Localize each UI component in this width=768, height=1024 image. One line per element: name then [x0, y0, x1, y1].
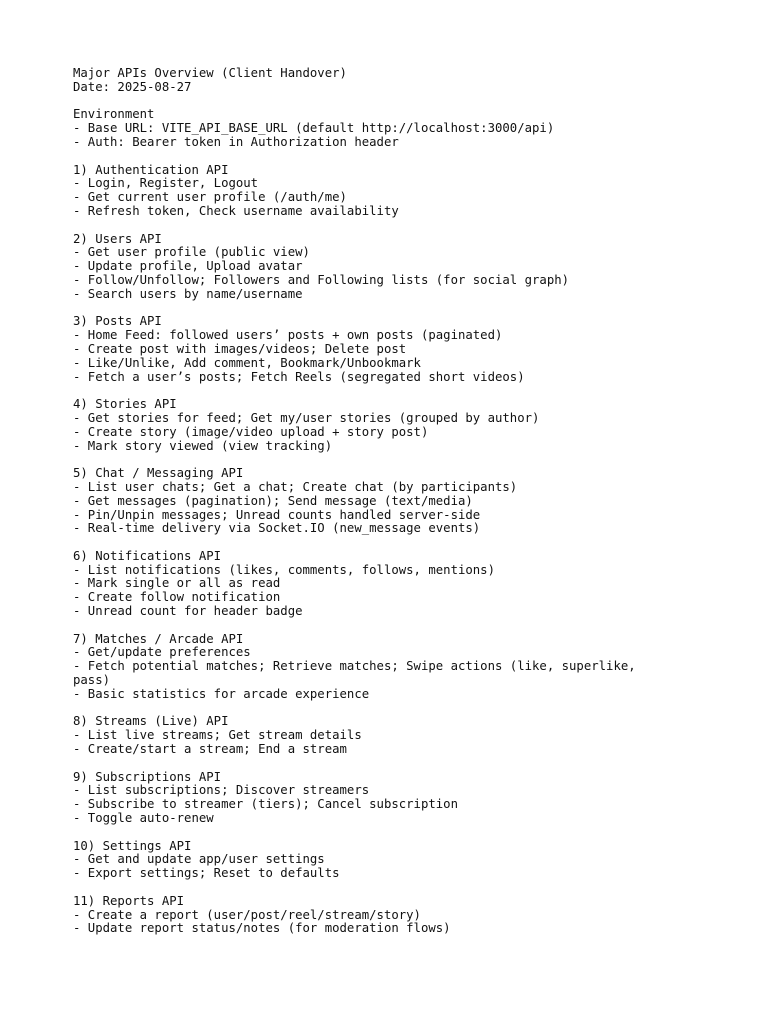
list-item: - Search users by name/username [73, 286, 303, 301]
section-heading: 5) Chat / Messaging API [73, 466, 244, 481]
list-item: - List user chats; Get a chat; Create chat (by participants) [73, 479, 518, 494]
list-item: - Home Feed: followed users’ posts + own posts (paginated) [73, 328, 503, 343]
api-section [73, 550, 753, 619]
api-section [73, 467, 753, 536]
environment-section [73, 108, 753, 149]
section-heading: 9) Subscriptions API [73, 769, 222, 784]
list-item: - Auth: Bearer token in Authorization header [73, 134, 399, 149]
spacer [73, 453, 753, 467]
section-heading: 1) Authentication API [73, 162, 229, 177]
section-heading: 6) Notifications API [73, 548, 222, 563]
spacer [73, 302, 753, 316]
section-heading: 3) Posts API [73, 314, 162, 329]
list-item: - Toggle auto-renew [73, 811, 214, 826]
list-item: - Mark story viewed (view tracking) [73, 438, 333, 453]
list-item: - Create a report (user/post/reel/stream/story) [73, 907, 421, 922]
list-item: - Subscribe to streamer (tiers); Cancel subscription [73, 797, 458, 812]
list-item: - Get stories for feed; Get my/user stories (grouped by author) [73, 410, 540, 425]
section-heading: 2) Users API [73, 231, 162, 246]
list-item: - Refresh token, Check username availability [73, 203, 399, 218]
list-item: - Base URL: VITE_API_BASE_URL (default http://localhost:3000/api) [73, 121, 555, 136]
spacer [73, 826, 753, 840]
list-item: - List live streams; Get stream details [73, 728, 362, 743]
api-section [73, 771, 753, 826]
api-section [73, 715, 753, 756]
list-item: - Follow/Unfollow; Followers and Following lists (for social graph) [73, 272, 570, 287]
list-item: - Pin/Unpin messages; Unread counts handled server-side [73, 507, 481, 522]
list-item: - Fetch potential matches; Retrieve matches; Swipe actions (like, superlike, pass) [73, 659, 636, 688]
spacer [73, 536, 753, 550]
list-item: - Like/Unlike, Add comment, Bookmark/Unbookmark [73, 355, 421, 370]
api-section [73, 398, 753, 453]
list-item: - Create/start a stream; End a stream [73, 742, 347, 757]
api-section [73, 895, 753, 936]
document-date: Date: 2025-08-27 [73, 79, 192, 94]
api-section [73, 315, 753, 384]
list-item: - Get messages (pagination); Send message (text/media) [73, 493, 473, 508]
api-section [73, 840, 753, 881]
api-section [73, 633, 753, 702]
document-page [73, 67, 753, 936]
section-heading: 10) Settings API [73, 838, 192, 853]
list-item: - Create story (image/video upload + story post) [73, 424, 429, 439]
list-item: - Basic statistics for arcade experience [73, 686, 370, 701]
list-item: - List subscriptions; Discover streamers [73, 783, 370, 798]
section-heading: 8) Streams (Live) API [73, 714, 229, 729]
list-item: - Unread count for header badge [73, 604, 303, 619]
api-section [73, 164, 753, 219]
section-heading: 11) Reports API [73, 893, 185, 908]
list-item: - Get current user profile (/auth/me) [73, 190, 347, 205]
spacer [73, 757, 753, 771]
api-sections [73, 150, 753, 936]
spacer [73, 150, 753, 164]
spacer [73, 95, 753, 109]
section-heading: 4) Stories API [73, 397, 177, 412]
list-item: - Get/update preferences [73, 645, 251, 660]
list-item: - Real-time delivery via Socket.IO (new_message events) [73, 521, 481, 536]
section-heading: Environment [73, 107, 155, 122]
list-item: - Export settings; Reset to defaults [73, 866, 340, 881]
list-item: - List notifications (likes, comments, follows, mentions) [73, 562, 495, 577]
spacer [73, 619, 753, 633]
list-item: - Login, Register, Logout [73, 176, 259, 191]
list-item: - Fetch a user’s posts; Fetch Reels (segregated short videos) [73, 369, 525, 384]
list-item: - Create follow notification [73, 590, 281, 605]
document-title: Major APIs Overview (Client Handover) [73, 66, 347, 80]
list-item: - Mark single or all as read [73, 576, 281, 591]
spacer [73, 881, 753, 895]
section-heading: 7) Matches / Arcade API [73, 631, 244, 646]
list-item: - Create post with images/videos; Delete post [73, 341, 407, 356]
list-item: - Update profile, Upload avatar [73, 259, 303, 274]
list-item: - Get user profile (public view) [73, 245, 310, 260]
spacer [73, 219, 753, 233]
api-section [73, 233, 753, 302]
list-item: - Update report status/notes (for moderation flows) [73, 921, 451, 936]
spacer [73, 384, 753, 398]
spacer [73, 702, 753, 716]
list-item: - Get and update app/user settings [73, 852, 325, 867]
